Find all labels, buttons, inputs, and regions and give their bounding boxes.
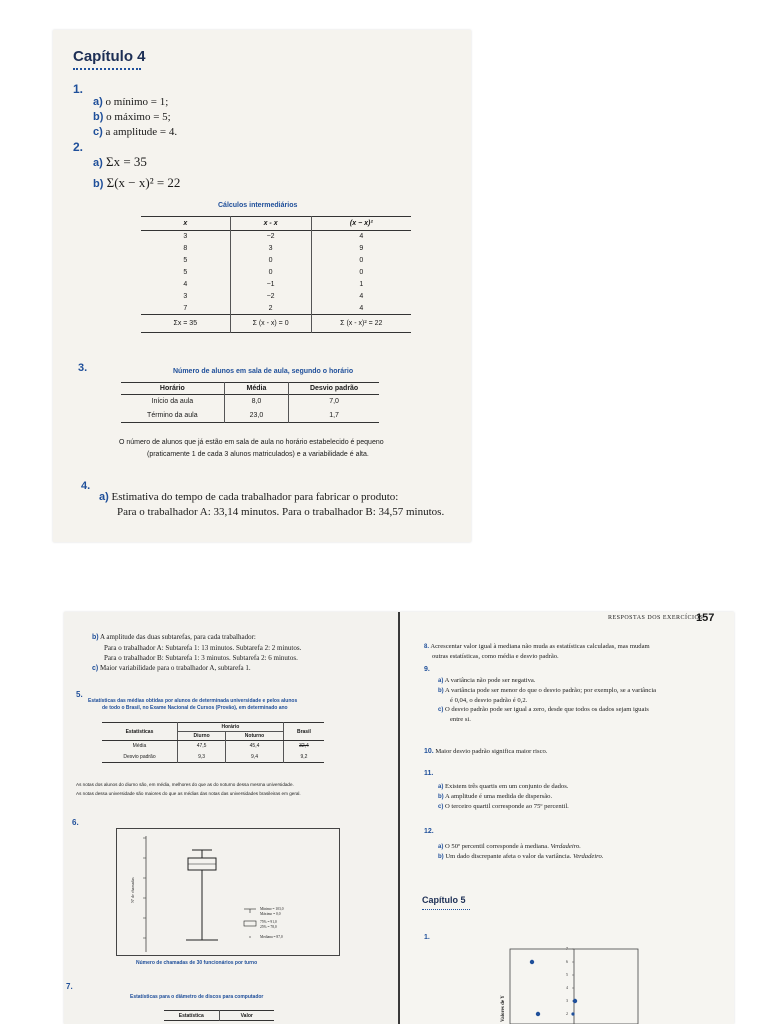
b-line: Para o trabalhador B: Subtarefa 1: 3 minutos. Subtarefa 2: 6 minutos. xyxy=(104,654,298,662)
q11-number: 11. xyxy=(424,770,434,777)
q5-header-noturno: Noturno xyxy=(226,732,284,741)
calc-cell: 0 xyxy=(230,267,311,279)
q5-table xyxy=(102,722,324,763)
q3-cell: 1,7 xyxy=(289,409,379,423)
calc-row xyxy=(141,279,411,291)
q3-cell: 8,0 xyxy=(224,395,289,409)
q7-title: Estatísticas para o diâmetro de discos para computador xyxy=(130,994,264,1000)
calc-row xyxy=(141,291,411,303)
q2-b: Σ(x − x)² = 22 xyxy=(106,175,181,190)
q5-header-horario: Horário xyxy=(177,723,283,732)
svg-text:4: 4 xyxy=(566,985,568,990)
q3-note-line: (praticamente 1 de cada 3 alunos matriculados) e a variabilidade é alta. xyxy=(147,451,369,458)
q3-title: Número de alunos em sala de aula, segundo o horário xyxy=(173,368,354,375)
q4-number: 4. xyxy=(81,480,91,492)
q12-b-verdict: Verdadeiro. xyxy=(572,853,604,860)
scatter-point xyxy=(573,999,577,1003)
q9-a: A variância não pode ser negativa. xyxy=(444,677,536,684)
q6-legend-item: Mediana = 87,0 xyxy=(260,935,283,939)
calc-cell: 2 xyxy=(230,303,311,315)
q12-number: 12. xyxy=(424,828,434,835)
q5-cell: 45,4 xyxy=(226,741,284,752)
q5-note-line: As notas dessa universidade são maiores do que as médias das notas das universidades brasileiras em geral. xyxy=(76,791,301,796)
q5-header-stat: Estatísticas xyxy=(102,723,177,741)
svg-text:3: 3 xyxy=(566,998,568,1003)
q3-note xyxy=(119,437,384,461)
calc-table-title: Cálculos intermediários xyxy=(218,202,298,209)
q5-header-diurno: Diurno xyxy=(177,732,225,741)
calc-row xyxy=(141,231,411,243)
q3-header-media: Média xyxy=(224,383,289,395)
q6-boxplot xyxy=(116,828,340,956)
q5-number: 5. xyxy=(76,690,83,699)
q5-header-brasil: Brasil xyxy=(283,723,324,741)
q6-legend xyxy=(244,907,284,940)
q2-answers: a) Σx = 35 b) Σ(x − x)² = 22 xyxy=(93,154,181,190)
calc-cell: 4 xyxy=(311,231,411,243)
svg-text:2: 2 xyxy=(566,1011,568,1016)
calc-cell: −2 xyxy=(230,291,311,303)
q6-legend-item: Mínimo = 103,0 xyxy=(260,907,284,911)
calc-row xyxy=(141,303,411,315)
q11-c: O terceiro quartil corresponde ao 75º percentil. xyxy=(445,803,569,810)
svg-text:6: 6 xyxy=(566,959,568,964)
q9-c-cont: entre si. xyxy=(450,716,471,723)
q11-b: A amplitude é uma medida de dispersão. xyxy=(444,793,553,800)
svg-text:7: 7 xyxy=(566,946,568,951)
page-number: 157 xyxy=(696,612,715,624)
q5-cell: Desvio padrão xyxy=(123,753,156,760)
calc-cell: 3 xyxy=(183,293,188,300)
q5-cell: 9,3 xyxy=(177,752,225,763)
calc-cell: 4 xyxy=(311,303,411,315)
top-page xyxy=(53,30,471,542)
q6-ticks xyxy=(143,838,146,938)
calc-cell: 3 xyxy=(230,243,311,255)
q11-a: Existem três quartis em um conjunto de dados. xyxy=(445,783,569,790)
q6-legend-item: 25% = 78,0 xyxy=(260,925,277,929)
q5-cell: 32,4 xyxy=(283,741,324,752)
ch5-q1-number: 1. xyxy=(424,934,430,941)
q3-cell: 23,0 xyxy=(224,409,289,423)
q5-cell: 9,4 xyxy=(226,752,284,763)
c-line: Maior variabilidade para o trabalhador A, subtarefa 1. xyxy=(99,664,251,672)
b-line: A amplitude das duas subtarefas, para cada trabalhador: xyxy=(99,633,256,641)
calc-cell: 5 xyxy=(183,257,188,264)
calc-row xyxy=(141,255,411,267)
q6-caption: Número de chamadas de 30 funcionários por turno xyxy=(136,960,258,966)
q6-legend-item: Máximo = 0,0 xyxy=(260,912,281,916)
calc-total-dev: Σ (x - x) = 0 xyxy=(230,315,311,333)
calc-cell: 0 xyxy=(311,267,411,279)
scatter-point xyxy=(536,1012,540,1016)
q4-answer: a) Estimativa do tempo de cada trabalhador para fabricar o produto: Para o trabalhador A: 33,14 minutos. Para o trabalhador B: 34,57 minutos. xyxy=(99,491,445,518)
b-line: Para o trabalhador A: Subtarefa 1: 13 minutos. Subtarefa 2: 2 minutos. xyxy=(104,644,302,652)
q3-header-desvio: Desvio padrão xyxy=(289,383,379,395)
chapter5-underline xyxy=(422,909,470,910)
q3-row xyxy=(121,409,379,423)
chapter5-title: Capítulo 5 xyxy=(422,895,466,905)
q3-cell: 7,0 xyxy=(289,395,379,409)
calc-header-sq: (x − x)² xyxy=(311,217,411,231)
q7-number: 7. xyxy=(66,982,73,991)
calc-table xyxy=(141,216,411,333)
calc-row xyxy=(141,243,411,255)
calc-row xyxy=(141,267,411,279)
q5-title-line: Estatísticas das médias obtidas por alunos de determinada universidade e pelos alunos xyxy=(88,698,298,704)
scatter-ylabel: Valores de Y xyxy=(501,995,506,1022)
q9-number: 9. xyxy=(424,666,430,673)
calc-cell: 1 xyxy=(311,279,411,291)
q1-a: o mínimo = 1; xyxy=(105,96,169,108)
q8-line: outras estatísticas, como média e desvio padrão. xyxy=(432,653,559,660)
calc-cell: −1 xyxy=(230,279,311,291)
q5-row xyxy=(102,752,324,763)
q9-c: O desvio padrão pode ser igual a zero, desde que todos os dados sejam iguais xyxy=(445,706,649,713)
q9-b-cont: é 0,04, o desvio padrão é 0,2. xyxy=(450,697,528,704)
q4-a-line1: Estimativa do tempo de cada trabalhador para fabricar o produto: xyxy=(111,491,399,503)
q2-a: Σx = 35 xyxy=(106,154,147,169)
b-answer: b) A amplitude das duas subtarefas, para cada trabalhador: Para o trabalhador A: Subtarefa 1: 13 minutos. Subtarefa 2: 2 minutos. Para o trabalhador B: Subtarefa 1: 3 minutos. Subtarefa 2: 6 minutos. c) Maior variabilidade para o trabalhador A, subtarefa 1. xyxy=(92,633,302,672)
q3-row xyxy=(121,395,379,409)
q5-row xyxy=(102,741,324,752)
q5-cell: 9,2 xyxy=(283,752,324,763)
q7-header-stat: Estatística xyxy=(178,1012,204,1019)
q9-answers: a) A variância não pode ser negativa. b) A variância pode ser menor do que o desvio padrão; por exemplo, se a variância é 0,04, o desvio padrão é 0,2. c) O desvio padrão pode ser igual a zero, desde que todos os dados sejam iguais entre si. xyxy=(438,676,728,724)
q7-header-valor: Valor xyxy=(219,1011,274,1021)
q4-a-line2: Para o trabalhador A: 33,14 minutos. Para o trabalhador B: 34,57 minutos. xyxy=(117,506,445,518)
q8: 8. Acrescentar valor igual à mediana não muda as estatísticas calculadas, mas mudam outras estatísticas, como média e desvio padrão. xyxy=(424,642,724,661)
q5-note xyxy=(76,780,301,798)
scatter-point xyxy=(571,1012,574,1015)
q6-ylabel: Nº de chamadas xyxy=(130,877,135,903)
calc-cell: 0 xyxy=(230,255,311,267)
q2-number: 2. xyxy=(73,140,84,154)
calc-cell: 4 xyxy=(183,281,188,288)
scatter-tick-labels xyxy=(566,946,568,1016)
q5-title-line: de todo o Brasil, no Exame Nacional de Cursos (Provão), em determinado ano xyxy=(102,705,288,711)
q7-table xyxy=(164,1010,274,1021)
scatter-point xyxy=(530,960,534,964)
calc-cell: 9 xyxy=(311,243,411,255)
q9-b: A variância pode ser menor do que o desvio padrão; por exemplo, se a variância xyxy=(444,687,657,694)
q1-b: o máximo = 5; xyxy=(106,111,171,123)
calc-cell: 7 xyxy=(183,304,188,312)
calc-header-x: x xyxy=(183,220,188,227)
chapter-underline xyxy=(73,68,141,70)
q8-line: Acrescentar valor igual à mediana não muda as estatísticas calculadas, mas mudam xyxy=(430,643,650,650)
running-header: RESPOSTAS DOS EXERCÍCIOS xyxy=(608,615,704,621)
q5-note-line: As notas dos alunos do diurno são, em média, melhores do que as do noturno dessa mesma universidade. xyxy=(76,782,294,787)
q3-table xyxy=(121,382,379,423)
right-page xyxy=(400,612,734,1024)
q10-text: Maior desvio padrão significa maior risco. xyxy=(435,748,548,755)
q1-c: a amplitude = 4. xyxy=(105,126,178,138)
left-page xyxy=(64,612,400,1024)
q6-legend-item: 75% = 91,0 xyxy=(260,920,277,924)
q3-number: 3. xyxy=(78,362,88,374)
q12-b: Um dado discrepante afeta o valor da variância. xyxy=(445,853,572,860)
calc-cell: 3 xyxy=(183,233,188,241)
q5-cell: Média xyxy=(132,743,147,750)
svg-text:5: 5 xyxy=(566,972,568,977)
calc-cell: 4 xyxy=(311,291,411,303)
ch5-q1-scatter xyxy=(494,946,640,1024)
q12-answers: a) O 50º percentil corresponde à mediana. Verdadeiro. b) Um dado discrepante afeta o valor da variância. Verdadeiro. xyxy=(438,843,604,860)
q10 xyxy=(424,748,547,755)
q1-answers: a) o mínimo = 1; b) o máximo = 5; c) a amplitude = 4. xyxy=(93,96,178,138)
q1-number: 1. xyxy=(73,82,84,96)
calc-cell: 8 xyxy=(183,245,188,252)
q12-a-verdict: Verdadeiro. xyxy=(550,843,581,850)
calc-header-dev: x - x xyxy=(230,217,311,231)
calc-cell: 0 xyxy=(311,255,411,267)
q3-note-line: O número de alunos que já estão em sala de aula no horário estabelecido é pequeno xyxy=(119,439,384,446)
q3-cell: Início da aula xyxy=(151,398,194,406)
q3-cell: Término da aula xyxy=(147,411,198,419)
calc-total-x: Σx = 35 xyxy=(173,320,198,327)
calc-cell: −2 xyxy=(230,231,311,243)
calc-total-sq: Σ (x - x)² = 22 xyxy=(311,315,411,333)
chapter-title: Capítulo 4 xyxy=(73,48,146,65)
q6-number: 6. xyxy=(72,818,79,827)
q5-cell: 47,5 xyxy=(177,741,225,752)
q3-header-horario: Horário xyxy=(159,385,185,392)
q12-a: O 50º percentil corresponde à mediana. xyxy=(445,843,549,850)
q5-title xyxy=(88,698,297,712)
q10-number: 10. xyxy=(424,748,434,755)
q11-answers: a) Existem três quartis em um conjunto de dados. b) A amplitude é uma medida de dispersão. c) O terceiro quartil corresponde ao 75º percentil. xyxy=(438,783,569,810)
calc-cell: 5 xyxy=(183,269,188,276)
q6-frame xyxy=(117,829,340,956)
